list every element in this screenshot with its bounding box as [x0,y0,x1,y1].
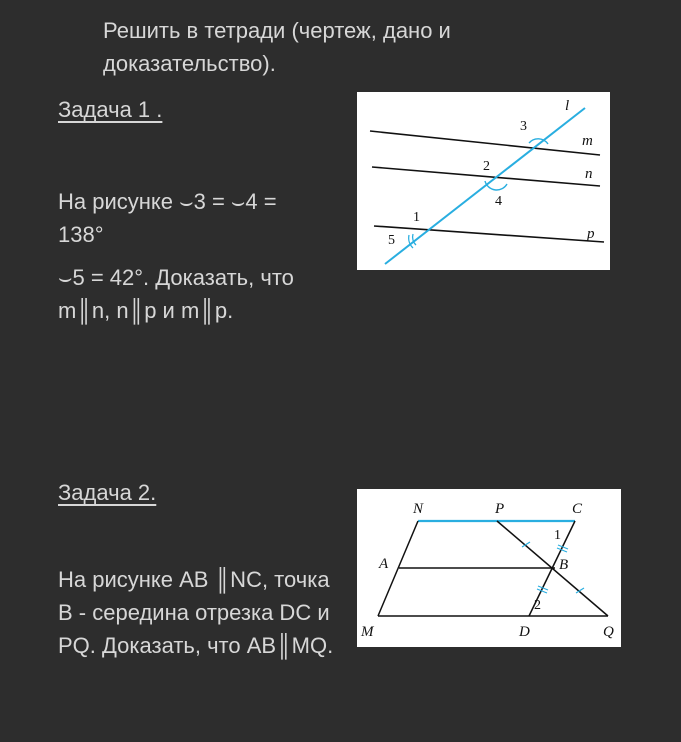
task2-condition: На рисунке АВ ║NC, точка В - середина отрезка DC и PQ. Доказать, что АВ║MQ. [58,567,334,658]
angle-2-label: 2 [534,598,541,613]
angle-1-label: 1 [554,528,561,543]
point-a-label: A [379,556,389,572]
point-n-label: N [413,501,424,517]
label-m: m [582,133,593,149]
angle-3-label: 3 [520,119,527,134]
angle-2-label: 2 [483,159,490,174]
task1-figure [357,92,610,270]
task2-heading: Задача 2. [58,480,157,505]
task1-condition-line1: На рисунке ⌣3 = ⌣4 = 138° [58,189,277,247]
label-l: l [565,98,570,114]
point-m-label: M [361,624,374,640]
task1-condition-line2: ⌣5 = 42°. Доказать, что m║n, n║p и m║p. [58,265,294,323]
point-p-label: P [495,501,505,517]
label-n: n [585,166,593,182]
label-p: p [587,226,595,242]
line-l [385,108,585,264]
line-m [370,131,600,155]
angle-5-label: 5 [388,233,395,248]
task2-figure [357,489,621,647]
point-b-label: B [559,557,569,573]
angle-1-label: 1 [413,210,420,225]
task1-heading: Задача 1 . [58,97,163,122]
angle-4-label: 4 [495,194,502,209]
point-c-label: C [572,501,583,517]
point-q-label: Q [603,624,614,640]
instruction-text: Решить в тетради (чертеж, дано и доказательство). [103,18,451,76]
point-d-label: D [519,624,530,640]
